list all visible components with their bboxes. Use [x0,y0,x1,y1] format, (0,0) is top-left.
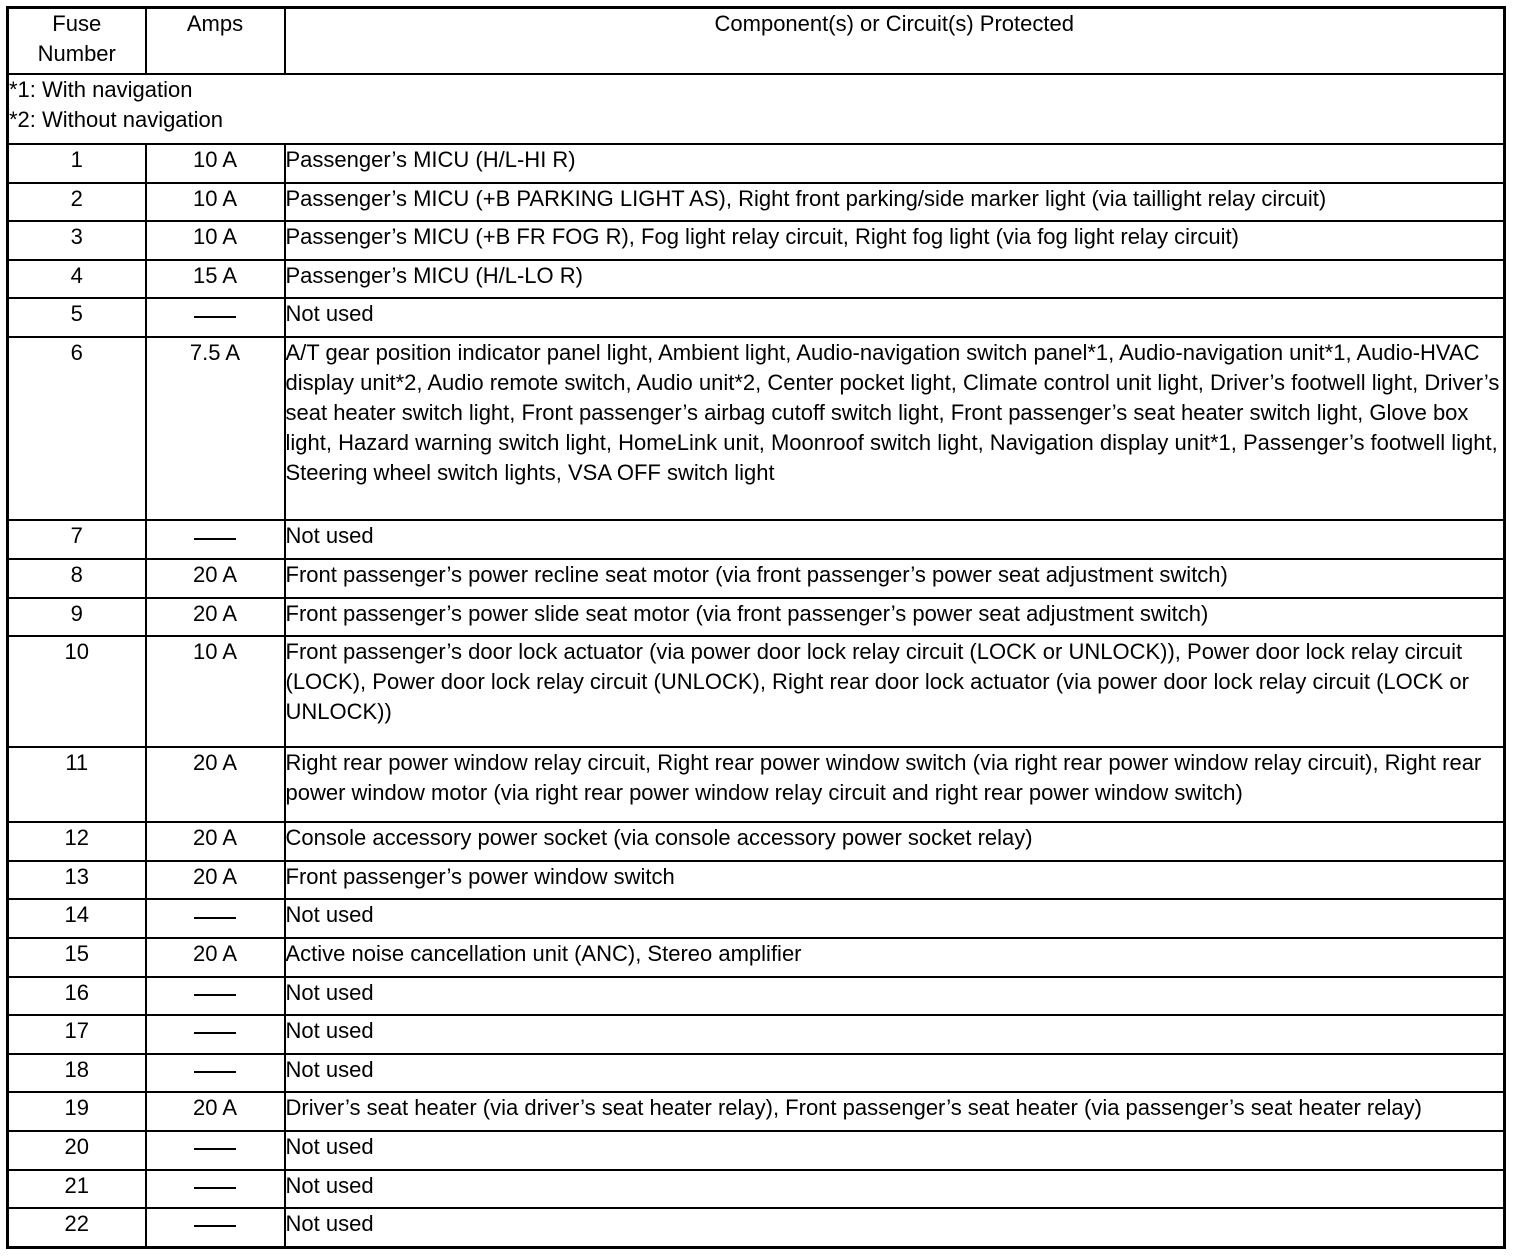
fuse-number-cell: 20 [8,1131,146,1170]
not-used-dash-icon [194,1225,236,1227]
table-row [8,1092,1505,1131]
amps-value: 10 A [192,147,238,172]
amps-value: 7.5 A [189,340,241,366]
fuse-table-body [8,74,1505,1248]
fuse-number-cell: 18 [8,1054,146,1093]
amps-cell [146,1054,285,1093]
component-cell: Not used [285,1015,1505,1054]
amps-cell [146,1015,285,1054]
amps-value: 10 A [192,224,238,250]
component-cell: Not used [285,298,1505,337]
fuse-number-cell: 22 [8,1208,146,1247]
notes-cell [8,74,1505,144]
amps-cell [146,636,285,747]
amps-value: 10 A [192,185,238,211]
component-cell: Not used [285,1208,1505,1247]
amps-value: 20 A [192,940,238,966]
header-row [8,8,1505,75]
table-row [8,144,1505,183]
amps-value: 20 A [192,825,238,851]
table-row [8,861,1505,900]
not-used-dash-icon [194,538,236,540]
table-row [8,1208,1505,1247]
fuse-number-header [8,8,146,75]
table-row [8,520,1505,559]
table-row [8,337,1505,520]
not-used-dash-icon [194,1148,236,1150]
component-cell: Not used [285,899,1505,938]
component-cell: Active noise cancellation unit (ANC), Stereo amplifier [285,938,1505,977]
amps-cell [146,298,285,337]
fuse-number-cell: 3 [8,221,146,260]
amps-cell [146,183,285,222]
amps-value: 20 A [192,600,238,626]
amps-cell [146,221,285,260]
amps-cell [146,1208,285,1247]
amps-value: 15 A [192,262,238,288]
component-cell: Not used [285,1054,1505,1093]
component-cell: Front passenger’s power recline seat motor (via front passenger’s power seat adjustment switch) [285,559,1505,598]
component-cell: Front passenger’s power slide seat motor (via front passenger’s power seat adjustment switch) [285,598,1505,637]
table-row [8,636,1505,747]
amps-cell [146,1131,285,1170]
amps-value: 20 A [192,863,238,889]
table-row [8,260,1505,299]
table-row [8,899,1505,938]
component-cell: Driver’s seat heater (via driver’s seat heater relay), Front passenger’s seat heater (via passenger’s seat heater relay) [285,1092,1505,1131]
fuse-number-cell: 10 [8,636,146,747]
amps-value: 20 A [192,750,238,776]
table-row [8,183,1505,222]
fuse-number-cell: 2 [8,183,146,222]
amps-value: 20 A [192,562,238,588]
table-row [8,221,1505,260]
fuse-number-cell: 13 [8,861,146,900]
not-used-dash-icon [194,1032,236,1034]
component-cell: Not used [285,1131,1505,1170]
table-row [8,1015,1505,1054]
amps-cell [146,977,285,1016]
component-cell: Passenger’s MICU (H/L-HI R) [285,144,1505,183]
table-row [8,977,1505,1016]
component-cell: Console accessory power socket (via console accessory power socket relay) [285,822,1505,861]
fuse-number-cell: 16 [8,977,146,1016]
component-cell: Not used [285,977,1505,1016]
fuse-number-cell: 17 [8,1015,146,1054]
amps-cell [146,598,285,637]
not-used-dash-icon [194,994,236,996]
not-used-dash-icon [194,1071,236,1073]
fuse-number-header-line1: Fuse [52,11,102,36]
table-row [8,559,1505,598]
component-header: Component(s) or Circuit(s) Protected [285,8,1505,75]
fuse-table [6,6,1506,1249]
fuse-number-cell: 19 [8,1092,146,1131]
amps-value: 10 A [192,639,238,665]
table-row [8,1131,1505,1170]
component-cell: Right rear power window relay circuit, Right rear power window switch (via right rear power window relay circuit), Right rear power window motor (via right rear power window relay circuit and right rear power window switch) [285,747,1505,822]
fuse-number-cell: 12 [8,822,146,861]
fuse-number-cell: 21 [8,1170,146,1209]
component-cell: Passenger’s MICU (+B FR FOG R), Fog light relay circuit, Right fog light (via fog light relay circuit) [285,221,1505,260]
fuse-number-cell: 8 [8,559,146,598]
amps-cell [146,822,285,861]
amps-header: Amps [146,8,285,75]
amps-value: 20 A [192,1095,238,1121]
fuse-number-cell: 5 [8,298,146,337]
amps-cell [146,899,285,938]
table-row [8,1170,1505,1209]
note-without-navigation: *2: Without navigation [9,107,224,132]
notes-row [8,74,1505,144]
table-row [8,938,1505,977]
amps-cell [146,337,285,520]
component-cell: Passenger’s MICU (H/L-LO R) [285,260,1505,299]
component-cell: Front passenger’s power window switch [285,861,1505,900]
not-used-dash-icon [194,917,236,919]
fuse-number-cell: 4 [8,260,146,299]
fuse-number-cell: 7 [8,520,146,559]
component-cell: A/T gear position indicator panel light, Ambient light, Audio-navigation switch panel*1, Audio-navigation unit*1, Audio-HVAC display unit*2, Audio remote switch, Audio unit*2, Center pocket light, Climate control unit light, Driver’s footwell light, Driver’s seat heater switch light, Front passenger’s airbag cutoff switch light, Front passenger’s seat heater switch light, Glove box light, Hazard warning switch light, HomeLink unit, Moonroof switch light, Navigation display unit*1, Passenger’s footwell light, Steering wheel switch lights, VSA OFF switch light [285,337,1505,520]
not-used-dash-icon [194,1187,236,1189]
table-row [8,1054,1505,1093]
table-row [8,298,1505,337]
table-row [8,747,1505,822]
amps-cell [146,520,285,559]
component-cell: Not used [285,520,1505,559]
amps-cell [146,1092,285,1131]
component-cell: Front passenger’s door lock actuator (via power door lock relay circuit (LOCK or UNLOCK)), Power door lock relay circuit (LOCK), Power door lock relay circuit (UNLOCK), Right rear door lock actuator (via power door lock relay circuit (LOCK or UNLOCK)) [285,636,1505,747]
amps-cell [146,747,285,822]
table-row [8,822,1505,861]
fuse-number-cell: 14 [8,899,146,938]
note-with-navigation: *1: With navigation [9,77,193,102]
fuse-number-cell: 11 [8,747,146,822]
amps-cell [146,559,285,598]
amps-cell [146,938,285,977]
component-cell: Not used [285,1170,1505,1209]
fuse-number-cell: 9 [8,598,146,637]
not-used-dash-icon [194,316,236,318]
amps-cell [146,144,285,183]
amps-cell [146,861,285,900]
fuse-number-cell: 1 [8,144,146,183]
component-cell: Passenger’s MICU (+B PARKING LIGHT AS), Right front parking/side marker light (via taillight relay circuit) [285,183,1505,222]
amps-cell [146,1170,285,1209]
fuse-number-cell: 15 [8,938,146,977]
table-row [8,598,1505,637]
fuse-number-cell: 6 [8,337,146,520]
fuse-number-header-line2: Number [37,41,116,66]
amps-cell [146,260,285,299]
